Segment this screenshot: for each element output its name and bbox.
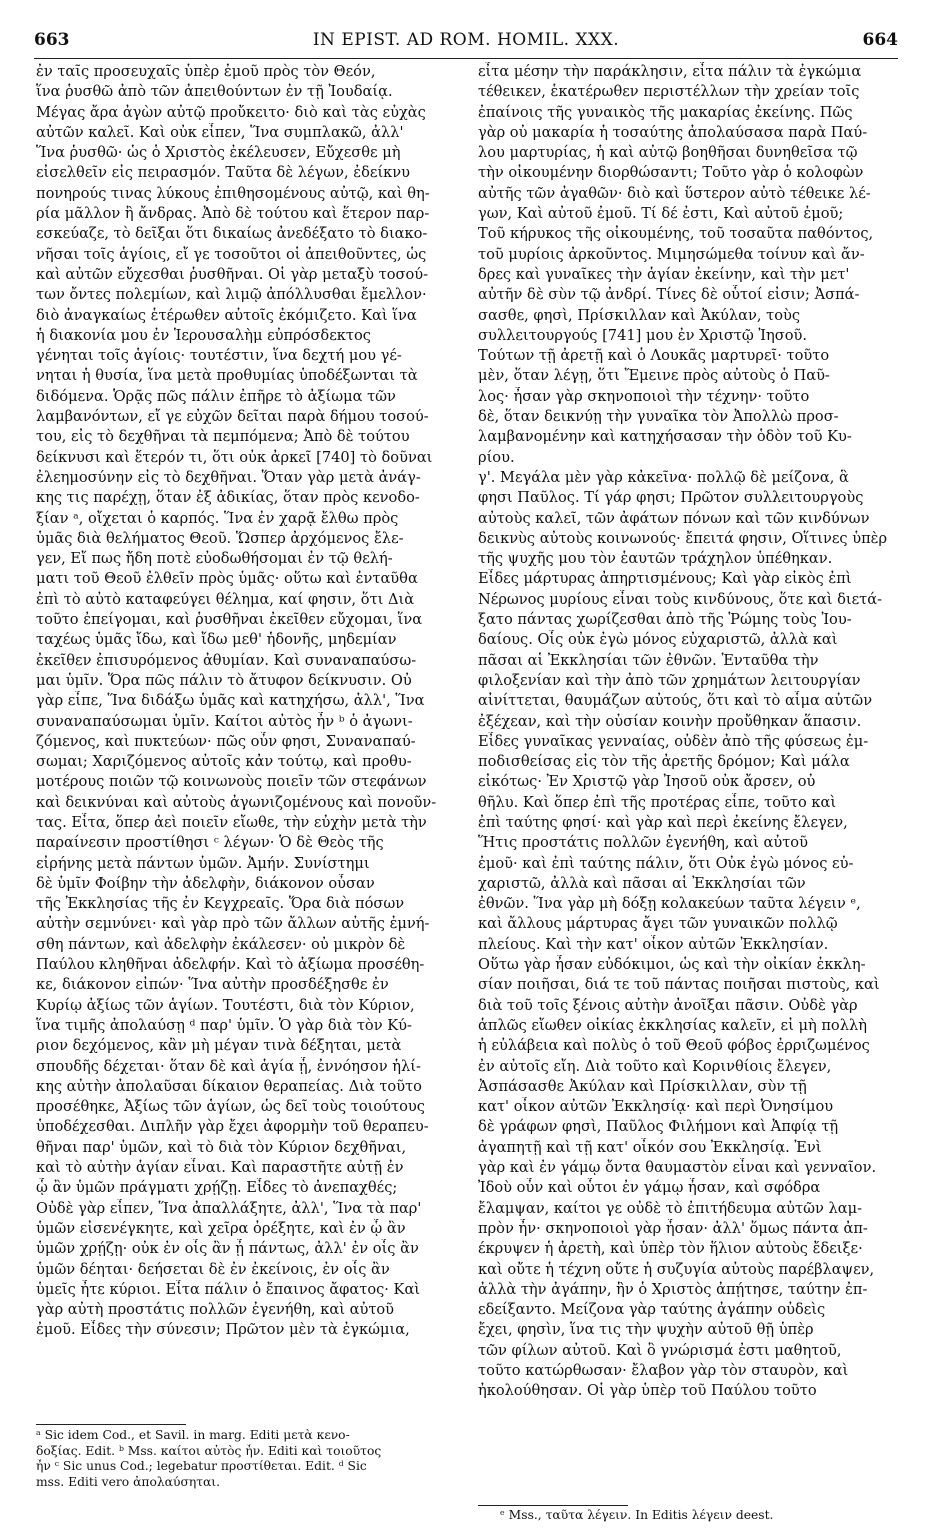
- text-line: ἀλλὰ τὴν ἀγάπην, ἣν ὁ Χριστὸς ἀπῄτησε, ταύτην ἐπ-: [478, 1280, 868, 1298]
- page-number-left: 663: [34, 30, 70, 50]
- text-line: παραίνεσιν προστίθησι ᶜ λέγων· Ὁ δὲ Θεὸς τῆς: [36, 834, 384, 852]
- text-line: δὲ γράφων φησὶ, Παῦλος Φιλήμονι καὶ Ἀπφίᾳ τῇ: [478, 1118, 839, 1136]
- text-line: ἁπλῶς εἴωθεν οἰκίας ἐκκλησίας καλεῖν, εἰ μὴ πολλὴ: [478, 1016, 867, 1034]
- text-line: ἐμοῦ. Εἶδες τὴν σύνεσιν; Πρῶτον μὲν τὰ ἐγκώμια,: [36, 1321, 410, 1339]
- text-line: Ἥτις προστάτις πολλῶν ἐγενήθη, καὶ αὐτοῦ: [478, 834, 808, 852]
- text-line: εἶτα μέσην τὴν παράκλησιν, εἶτα πάλιν τὰ ἐγκώμια: [478, 63, 862, 80]
- text-line: Οὐδὲ γὰρ εἶπεν, Ἵνα ἀπαλλάξητε, ἀλλ', Ἵνα τὰ παρ': [36, 1199, 422, 1217]
- text-line: θῆλυ. Καὶ ὅπερ ἐπὶ τῆς προτέρας εἶπε, τοῦτο καὶ: [478, 793, 837, 811]
- text-line: σθη πάντων, καὶ ἀδελφὴν ἐκάλεσεν· οὐ μικρὸν δὲ: [36, 935, 406, 953]
- text-line: καὶ οὔτε ἡ τέχνη οὔτε ἡ συζυγία αὐτοὺς παρέβλαψεν,: [478, 1260, 875, 1278]
- text-line: λος· ἦσαν γὰρ σκηνοποιοὶ τὴν τέχνην· τοῦτο: [478, 387, 810, 405]
- text-line: Τούτων τῇ ἀρετῇ καὶ ὁ Λουκᾶς μαρτυρεῖ· τοῦτο: [478, 347, 830, 365]
- text-line: κης αὐτὴν ἀπολαῦσαι δίκαιον θεραπείας. Διὰ τοῦτο: [36, 1077, 422, 1095]
- text-line: ξίαν ᵃ, οἴχεται ὁ καρπός. Ἵνα ἐν χαρᾷ ἔλθω πρὸς: [36, 509, 399, 527]
- text-line: του, εἰς τὸ δεχθῆναι τὰ πεμπόμενα; Ἀπὸ δὲ τούτου: [36, 428, 410, 446]
- footnote-rule-left: [36, 1424, 186, 1425]
- text-line: Ἵνα ῥυσθῶ· ὡς ὁ Χριστὸς ἐκέλευσεν, Εὔχεσθε μὴ: [36, 144, 401, 162]
- text-line: ἐν ταῖς προσευχαῖς ὑπὲρ ἐμοῦ πρὸς τὸν Θεόν,: [36, 63, 376, 80]
- text-line: γ'. Μεγάλα μὲν γὰρ κἀκεῖνα· πολλῷ δὲ μείζονα, ἃ: [478, 468, 849, 486]
- text-line: ἐθνῶν. Ἵνα γὰρ μὴ δόξῃ κολακεύων ταῦτα λέγειν ᵉ,: [478, 895, 861, 913]
- text-line: δοξίας. Edit. ᵇ Mss. καίτοι αὐτὸς ἦν. Editi καὶ τοιοῦτος: [36, 1443, 382, 1458]
- text-line: σπουδῆς δέχεται· ὅταν δὲ καὶ ἁγία ᾖ, ἐννόησον ἡλί-: [36, 1057, 421, 1075]
- text-line: διὸ ἀναγκαίως ἑτέρωθεν αὐτοῖς ἐκόμιζετο. Καὶ ἵνα: [36, 306, 417, 324]
- text-line: αὐτοὺς καλεῖ, τῶν ἀφάτων πόνων καὶ τῶν κινδύνων: [478, 509, 870, 527]
- text-line: ἐν αὐτοῖς εἴη. Διὰ τοῦτο καὶ Κορινθίοις ἔλεγεν,: [478, 1057, 832, 1075]
- text-line: καὶ αὐτῶν εὔχεσθαι ῥυσθῆναι. Οἱ γὰρ μεταξὺ τοσού-: [36, 265, 429, 283]
- footnotes-left: [36, 1428, 462, 1490]
- text-line: ὑμῶν χρῄζῃ· οὐκ ἐν οἷς ἂν ᾖ πάντως, ἀλλ' ἐν οἷς ἂν: [36, 1240, 419, 1258]
- text-line: φησι Παῦλος. Τί γάρ φησι; Πρῶτον συλλειτουργοὺς: [478, 489, 864, 507]
- page-header: [34, 30, 898, 58]
- text-line: Μέγας ἄρα ἀγὼν αὐτῷ προὔκειτο· διὸ καὶ τὰς εὐχὰς: [36, 103, 426, 121]
- text-line: γὰρ καὶ ἐν γάμῳ ὄντα θαυμαστὸν εἶναι καὶ γενναῖον.: [478, 1159, 877, 1177]
- running-title: IN EPIST. AD ROM. HOMIL. XXX.: [312, 30, 620, 50]
- text-line: ἐκεῖθεν ἐπισυρόμενος ἀθυμίαν. Καὶ συναναπαύσω-: [36, 651, 417, 669]
- text-line: Ἀσπάσασθε Ἀκύλαν καὶ Πρίσκιλλαν, σὺν τῇ: [478, 1077, 807, 1095]
- text-line: ἡ εὐλάβεια καὶ πολὺς ὁ τοῦ Θεοῦ φόβος ἐρριζωμένος: [478, 1037, 870, 1055]
- text-line: τέθεικεν, ἑκατέρωθεν περιστέλλων τὴν χρείαν τοῖς: [478, 83, 860, 101]
- text-line: λαμβανομένην καὶ κατηχήσασαν τὴν ὁδὸν τοῦ Κυ-: [478, 428, 852, 446]
- page-number-right: 664: [862, 30, 898, 50]
- text-line: ᵃ Sic idem Cod., et Savil. in marg. Editi μετὰ κενο-: [36, 1428, 350, 1442]
- text-line: πλείους. Καὶ τὴν κατ' οἶκον αὐτῶν Ἐκκλησίαν.: [478, 935, 829, 953]
- text-line: ματι τοῦ Θεοῦ ἐλθεῖν πρὸς ὑμᾶς· οὕτω καὶ ἐνταῦθα: [36, 570, 418, 588]
- text-line: Ἰδοὺ οὖν καὶ οὗτοι ἐν γάμῳ ἦσαν, καὶ σφόδρα: [478, 1179, 821, 1197]
- text-line: Νέρωνος μυρίους εἶναι τοὺς κινδύνους, ὅτε καὶ διετά-: [478, 590, 883, 608]
- text-line: ἐπὶ τὸ αὐτὸ καταφεύγει θέλημα, καί φησιν, ὅτι Διὰ: [36, 590, 415, 608]
- left-column: [36, 62, 462, 1341]
- text-line: λου μαρτυρίας, ἡ καὶ αὐτῷ βοηθῆσαι δυνηθεῖσα τῷ: [478, 144, 858, 162]
- text-line: δὲ, ὅταν δεικνύῃ τὴν γυναῖκα τὸν Ἀπολλὼ προσ-: [478, 408, 839, 426]
- text-line: σωμαι; Χαριζόμενος αὐτοῖς κἀν τούτῳ, καὶ προθυ-: [36, 753, 412, 771]
- footnote-rule-right: [478, 1505, 628, 1506]
- text-line: κε, διάκονον εἰπών· Ἵνα αὐτὴν προσδέξησθε ἐν: [36, 976, 389, 994]
- text-line: λαμβανόντων, εἴ γε εὐχῶν δεῖται παρὰ δήμου τοσού-: [36, 408, 429, 426]
- text-line: ἀγαπητῇ καὶ τῇ κατ' οἶκόν σου Ἐκκλησίᾳ. Ἐνὶ: [478, 1138, 822, 1156]
- text-line: αὐτῆν δὲ σὺν τῷ ἀνδρί. Τίνες δὲ οὗτοί εἰσιν; Ἀσπά-: [478, 286, 860, 304]
- text-line: των ὄντες πολεμίων, καὶ λιμῷ ἀπόλλυσθαι ἔμελλον·: [36, 286, 427, 304]
- text-line: τοῦτο κατώρθωσαν· ἔλαβον γὰρ τὸν σταυρὸν, καὶ: [478, 1362, 849, 1379]
- text-line: φιλοξενίαν καὶ τὴν ἀπὸ τῶν χρημάτων λειτουργίαν: [478, 671, 861, 689]
- text-line: δεικνὺς αὐτοὺς κοινωνούς· ἔπειτά φησιν, Οἵτινες ὑπὲρ: [478, 529, 888, 547]
- text-line: πρὸν ἦν· σκηνοποιοὶ γὰρ ἦσαν· ἀλλ' ὅμως πάντα ἀπ-: [478, 1219, 868, 1237]
- text-line: κης τις παρέχῃ, ὅταν ἐξ ἀδικίας, ὅταν πρὸς κενοδο-: [36, 489, 420, 507]
- text-line: εἰσελθεῖν εἰς πειρασμόν. Ταῦτα δὲ λέγων, ἐδείκνυ: [36, 164, 411, 182]
- text-line: mss. Editi vero ἀπολαύσηται.: [36, 1474, 221, 1489]
- text-line: πονηρούς τινας λύκους ἐπιθησομένους αὐτῷ, καὶ θη-: [36, 184, 430, 202]
- text-line: εσκεύαζε, τὸ δεῖξαι ὅτι δικαίως ἀνεδέξατο τὸ διακο-: [36, 225, 428, 243]
- text-line: διὰ τοῦ τοῖς ξένοις αὐτὴν ἀνοῖξαι πᾶσιν. Οὐδὲ γὰρ: [478, 996, 858, 1014]
- text-line: Εἶδες γυναῖκας γενναίας, οὐδὲν ἀπὸ τῆς φύσεως ἐμ-: [478, 732, 869, 750]
- text-line: πᾶσαι αἱ Ἐκκλησίαι τῶν ἐθνῶν. Ἐνταῦθα τὴν: [478, 651, 819, 669]
- text-line: γεν, Εἴ πως ἤδη ποτὲ εὐοδωθήσομαι ἐν τῷ θελή-: [36, 550, 393, 568]
- text-line: δὲ ὑμῖν Φοίβην τὴν ἀδελφὴν, διάκονον οὖσαν: [36, 874, 375, 892]
- text-line: ζόμενος, καὶ πυκτεύων· πῶς οὖν φησι, Συναναπαύ-: [36, 732, 416, 750]
- header-rule: [34, 58, 898, 59]
- text-line: ἵνα ῥυσθῶ ἀπὸ τῶν ἀπειθούντων ἐν τῇ Ἰουδαίᾳ.: [36, 83, 393, 101]
- text-line: ἔλαμψαν, καίτοι γε οὐδὲ τὸ ἐπιτήδευμα αὐτῶν λαμ-: [478, 1199, 863, 1217]
- text-line: συναναπαύσωμαι ὑμῖν. Καίτοι αὐτὸς ἦν ᵇ ὁ ἀγωνι-: [36, 712, 413, 730]
- text-line: διδόμενα. Ὁρᾷς πῶς πάλιν ἐπῆρε τὸ ἀξίωμα τῶν: [36, 387, 396, 405]
- text-line: ὑμῶν δέηται· δεήσεται δὲ ἐν ἐκείνοις, ἐν οἷς ἂν: [36, 1260, 390, 1278]
- text-line: εδείξαντο. Μείζονα γὰρ ταύτης ἀγάπην οὐδεὶς: [478, 1301, 826, 1319]
- text-line: ἦν ᶜ Sic unus Cod.; legebatur προστίθεται. Edit. ᵈ Sic: [36, 1459, 367, 1473]
- footnotes-right: [500, 1508, 900, 1524]
- text-line: δείκνυσι καὶ ἕτερόν τι, ὅτι οὐκ ἀρκεῖ [740] τὸ δοῦναι: [36, 448, 433, 466]
- text-line: ὑμῶν εἰσενέγκητε, καὶ χεῖρα ὀρέξητε, καὶ ἐν ᾧ ἂν: [36, 1219, 406, 1237]
- text-line: καὶ δεικνύναι καὶ αὐτοὺς ἀγωνιζομένους καὶ πονοῦν-: [36, 793, 437, 811]
- text-line: προσέθηκε, Ἀξίως τῶν ἁγίων, ὡς δεῖ τοὺς τοιούτους: [36, 1098, 425, 1116]
- text-line: νῆσαι τοῖς ἁγίοις, εἴ γε τοσοῦτοι οἱ ἀπειθοῦντες, ὡς: [36, 245, 427, 263]
- text-line: ἐμοῦ· καὶ ἐπὶ ταύτης πάλιν, ὅτι Οὐκ ἐγὼ μόνος εὐ-: [478, 854, 854, 872]
- text-line: Εἶδες μάρτυρας ἀπηρτισμένους; Καὶ γὰρ εἰκὸς ἐπὶ: [478, 570, 852, 588]
- text-line: ἡ διακονία μου ἐν Ἱερουσαλὴμ εὐπρόσδεκτος: [36, 326, 371, 344]
- text-line: αἰνίττεται, θαυμάζων αὐτούς, ὅτι καὶ τὸ αἷμα αὐτῶν: [478, 692, 873, 710]
- text-line: θῆναι παρ' ὑμῶν, καὶ τὸ διὰ τὸν Κύριον δεχθῆναι,: [36, 1138, 407, 1156]
- text-line: κατ' οἶκον αὐτῶν Ἐκκλησίᾳ· καὶ περὶ Ὀνησίμου: [478, 1098, 834, 1116]
- text-line: ᵉ Mss., ταῦτα λέγειν. In Editis λέγειν deest.: [500, 1508, 774, 1522]
- text-line: δαίους. Οἷς οὐκ ἐγὼ μόνος εὐχαριστῶ, ἀλλὰ καὶ: [478, 631, 838, 649]
- text-line: ριον δεχόμενος, κἂν μὴ μέγαν τινὰ δέξηται, μετὰ: [36, 1037, 402, 1055]
- text-line: Τοῦ κήρυκος τῆς οἰκουμένης, τοῦ τοσαῦτα παθόντος,: [478, 225, 874, 243]
- text-line: αὐτὴν σεμνύνει· καὶ γὰρ πρὸ τῶν ἄλλων αὐτῆς ἐμνή-: [36, 915, 430, 933]
- text-line: τοῦ μυρίοις ἀρκοῦντος. Μιμησώμεθα τοίνυν καὶ ἄν-: [478, 245, 865, 263]
- text-line: δρες καὶ γυναῖκες τὴν ἁγίαν ἐκείνην, καὶ τὴν μετ': [478, 265, 850, 283]
- text-line: ὑμεῖς ἦτε κύριοι. Εἶτα πάλιν ὁ ἔπαινος ἄφατος· Καὶ: [36, 1280, 421, 1298]
- text-line: σίαν ποιῆσαι, διά τε τοῦ πάντας ποιῆσαι πιστοὺς, καὶ: [478, 976, 880, 994]
- text-line: Παύλου κληθῆναι ἀδελφήν. Καὶ τὸ ἀξίωμα προσέθη-: [36, 956, 425, 974]
- text-line: ξατο πάντας χωρίζεσθαι ἀπὸ τῆς Ῥώμης τοὺς Ἰου-: [478, 611, 852, 629]
- text-line: σασθε, φησὶ, Πρίσκιλλαν καὶ Ἀκύλαν, τοὺς: [478, 306, 801, 324]
- text-line: τας. Εἶτα, ὅπερ ἀεὶ ποιεῖν εἴωθε, τὴν εὐχὴν μετὰ τὴν: [36, 813, 427, 831]
- text-line: ἵνα τιμῆς ἀπολαύσῃ ᵈ παρ' ὑμῖν. Ὁ γὰρ διὰ τὸν Κύ-: [36, 1016, 412, 1034]
- text-line: ἠκολούθησαν. Οἱ γὰρ ὑπὲρ τοῦ Παύλου τοῦτο: [478, 1382, 817, 1400]
- text-line: γὰρ οὐ μακαρία ἡ τοσαύτης ἀπολαύσασα παρὰ Παύ-: [478, 123, 868, 141]
- text-line: ποδισθείσας εἰς τὸν τῆς ἀρετῆς δρόμον; Καὶ μάλα: [478, 753, 850, 771]
- text-line: ᾧ ἂν ὑμῶν πράγματι χρῄζῃ. Εἶδες τὸ ἀνεπαχθές;: [36, 1179, 398, 1197]
- text-line: ἐλεημοσύνην εἰς τὸ δεχθῆναι. Ὅταν γὰρ μετὰ ἀνάγ-: [36, 468, 421, 486]
- text-line: ὑποδέχεσθαι. Διπλῆν γὰρ ἔχει ἀφορμὴν τοῦ θεραπευ-: [36, 1118, 429, 1136]
- text-line: ἐπὶ ταύτης φησί· καὶ γὰρ καὶ περὶ ἐκείνης ἔλεγεν,: [478, 813, 848, 831]
- text-line: γων, Καὶ αὐτοῦ ἐμοῦ. Τί δέ ἐστι, Καὶ αὐτοῦ ἐμοῦ;: [478, 205, 844, 223]
- text-line: αὐτῶν καλεῖ. Καὶ οὐκ εἶπεν, Ἵνα συμπλακῶ, ἀλλ': [36, 123, 404, 141]
- text-line: ἐξέχεαν, καὶ τὴν οὐσίαν κοινὴν προὔθηκαν ἅπασιν.: [478, 712, 862, 730]
- text-line: τοῦτο ἐπείγομαι, καὶ ῥυσθῆναι ἐκεῖθεν εὔχομαι, ἵνα: [36, 611, 423, 629]
- text-line: μαι ὑμῖν. Ὅρα πῶς πάλιν τὸ ἄτυφον δείκνυσιν. Οὐ: [36, 671, 412, 689]
- text-line: ρία μᾶλλον ἢ ἄνδρας. Ἀπὸ δὲ τούτου καὶ ἕτερον παρ-: [36, 205, 430, 223]
- text-line: γὰρ εἶπε, Ἵνα διδάξω ὑμᾶς καὶ κατηχήσω, ἀλλ', Ἵνα: [36, 692, 425, 710]
- text-line: νηται ἡ θυσία, ἵνα μετὰ προθυμίας ὑποδέξωνται τὰ: [36, 367, 418, 385]
- text-line: ταχέως ὑμᾶς ἴδω, καὶ ἴδω μεθ' ἡδονῆς, μηδεμίαν: [36, 631, 397, 649]
- text-line: καὶ ἄλλους μάρτυρας ἄγει τῶν γυναικῶν πολλῷ: [478, 915, 838, 933]
- text-line: ἐπαίνοις τῆς γυναικὸς τῆς μακαρίας ἐκείνης. Πῶς: [478, 103, 853, 121]
- text-line: γὰρ αὐτὴ προστάτις πολλῶν ἐγενήθη, καὶ αὐτοῦ: [36, 1301, 395, 1319]
- text-line: ρίου.: [478, 448, 515, 466]
- text-line: έκρυψεν ἡ ἀρετὴ, καὶ ὑπὲρ τὸν ἥλιον αὐτοὺς ἔδειξε·: [478, 1240, 863, 1258]
- text-line: Οὕτω γὰρ ἦσαν εὐδόκιμοι, ὡς καὶ τὴν οἰκίαν ἐκκλη-: [478, 956, 866, 974]
- text-line: συλλειτουργούς [741] μου ἐν Χριστῷ Ἰησοῦ.: [478, 326, 807, 344]
- text-line: αὐτῆς τῶν ἀγαθῶν· διὸ καὶ ὕστερον αὐτὸ τέθεικε λέ-: [478, 184, 871, 202]
- text-line: γένηται τοῖς ἁγίοις· τουτέστιν, ἵνα δεχτή μου γέ-: [36, 347, 402, 365]
- text-line: καὶ τὸ αὐτὴν ἁγίαν εἶναι. Καὶ παραστῆτε αὐτῇ ἐν: [36, 1159, 404, 1177]
- right-column: [478, 62, 900, 1402]
- text-line: τῶν φίλων αὐτοῦ. Καὶ ὃ γνώρισμά ἐστι μαθητοῦ,: [478, 1341, 842, 1359]
- text-line: τὴν οἰκουμένην διορθώσαντι; Τοῦτο γὰρ ὁ κολοφὼν: [478, 164, 864, 182]
- text-line: χαριστῶ, ἀλλὰ καὶ πᾶσαι αἱ Ἐκκλησίαι τῶν: [478, 874, 806, 892]
- text-line: ἔχει, φησὶν, ἵνα τις τὴν ψυχὴν αὐτοῦ θῇ ὑπὲρ: [478, 1321, 814, 1339]
- text-line: μοτέρους ποιῶν τῷ κοινωνοὺς ποιεῖν τῶν στεφάνων: [36, 773, 427, 791]
- text-line: εἰρήνης μετὰ πάντων ὑμῶν. Ἀμήν. Συνίστημι: [36, 854, 370, 872]
- text-line: Κυρίῳ ἀξίως τῶν ἁγίων. Τουτέστι, διὰ τὸν Κύριον,: [36, 996, 415, 1014]
- text-line: μὲν, ὅταν λέγῃ, ὅτι Ἔμεινε πρὸς αὐτοὺς ὁ Παῦ-: [478, 367, 830, 385]
- text-line: ὑμᾶς διὰ θελήματος Θεοῦ. Ὥσπερ ἀρχόμενος ἔλε-: [36, 529, 404, 547]
- text-line: εἰκότως· Ἐν Χριστῷ γὰρ Ἰησοῦ οὐκ ἄρσεν, οὐ: [478, 773, 816, 791]
- text-line: τῆς Ἐκκλησίας τῆς ἐν Κεγχρεαῖς. Ὅρα διὰ πόσων: [36, 895, 405, 913]
- text-line: τῆς ψυχῆς μου τὸν ἑαυτῶν τράχηλον ὑπέθηκαν.: [478, 550, 833, 568]
